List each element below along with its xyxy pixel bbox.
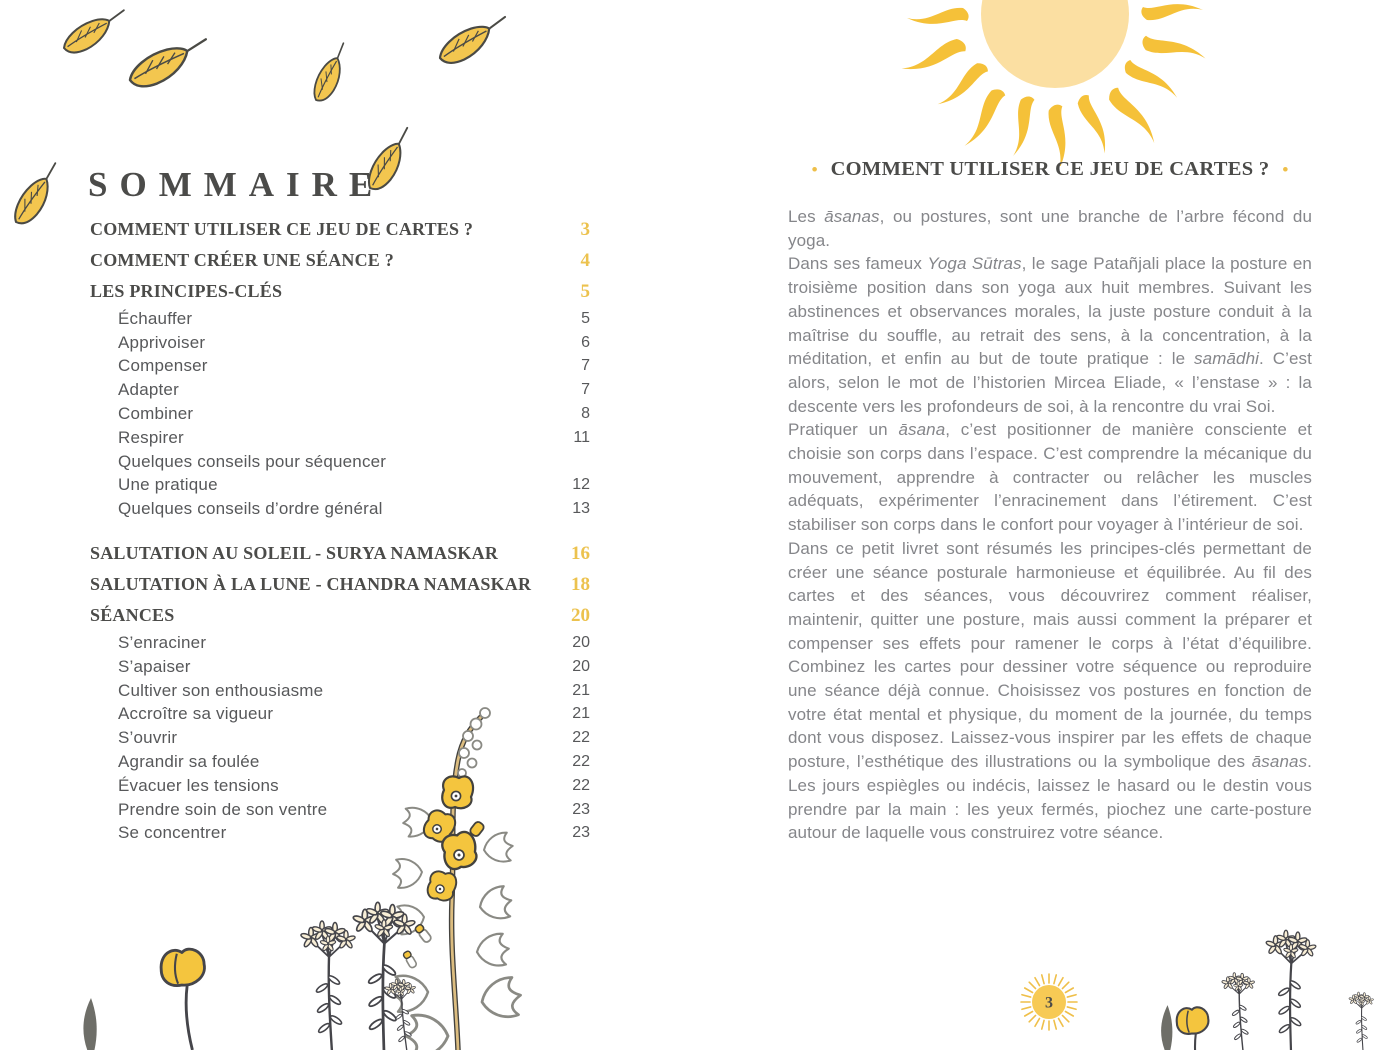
- toc-entry: [90, 569, 590, 600]
- toc-entry-page: 5: [580, 280, 590, 302]
- toc-entry-label: SALUTATION À LA LUNE - CHANDRA NAMASKAR: [90, 574, 532, 595]
- toc-entry: [90, 450, 590, 474]
- section-heading-text: COMMENT UTILISER CE JEU DE CARTES ?: [830, 158, 1270, 180]
- toc-entry: [90, 631, 590, 655]
- toc-entry-label: COMMENT CRÉER UNE SÉANCE ?: [90, 250, 394, 270]
- toc-entry: [90, 538, 590, 569]
- toc-entry-label: Apprivoiser: [118, 332, 206, 352]
- bullet-dot-icon: •: [1282, 160, 1289, 179]
- body-paragraph: Les āsanas, ou postures, sont une branche de l’arbre fécond du yoga.: [788, 207, 1312, 250]
- toc-entry: [90, 378, 590, 402]
- toc-entry-label: Évacuer les tensions: [118, 775, 279, 795]
- toc-entry-page: 5: [581, 309, 590, 327]
- toc-entry-page: 22: [572, 753, 590, 771]
- sun-icon: [875, 0, 1235, 166]
- toc-entry-label: Échauffer: [118, 308, 193, 328]
- toc-entry-label: S’enraciner: [118, 633, 207, 653]
- toc-entry-page: 12: [572, 476, 590, 494]
- toc-entry-label: Se concentrer: [118, 823, 227, 843]
- star-flower-illustration: [1221, 930, 1373, 1050]
- falling-leaf-icon: [61, 10, 128, 53]
- toc-entry: [90, 402, 590, 426]
- toc-entry-label: SALUTATION AU SOLEIL - SURYA NAMASKAR: [90, 543, 499, 564]
- toc-entry-page: 4: [580, 249, 590, 271]
- toc-entry-page: 3: [580, 218, 590, 240]
- toc-entry-page: 20: [572, 657, 590, 675]
- dark-leaf-illustration: [1161, 1005, 1172, 1050]
- right-page: [700, 0, 1400, 1050]
- poppy-illustration: [161, 949, 204, 1050]
- toc-entry: [90, 276, 590, 307]
- toc-entry-page: 23: [572, 800, 590, 818]
- toc-entry-label: Compenser: [118, 356, 208, 376]
- poppy-illustration: [1177, 1007, 1209, 1050]
- toc-entry: [90, 474, 590, 498]
- page-title: SOMMAIRE: [88, 165, 385, 205]
- toc-entry-page: 7: [581, 357, 590, 375]
- section-heading: [700, 158, 1400, 181]
- body-text: [788, 205, 1312, 845]
- meadow-flowers-illustration: [1140, 920, 1400, 1050]
- body-paragraph: Dans ses fameux Yoga Sūtras, le sage Patañjali place la posture en troisième position dans son yoga aux huit membres. Suivant les abstinences et observances morales, la juste posture conduit à la maîtrise du souffle, au retrait des sens, à la concentration, à la méditation, et enfin au but de toute pratique : le samādhi. C’est alors, selon le mot de l’historien Mircea Eliade, « l’enstase » : la descente vers les profondeurs de soi, à la rencontre du vrai Soi.: [788, 254, 1312, 416]
- toc-entry-page: 20: [571, 604, 590, 626]
- toc-entry: [90, 679, 590, 703]
- toc-entry-page: 22: [572, 729, 590, 747]
- meadow-flowers-illustration: [60, 700, 620, 1050]
- toc-entry-label: Prendre soin de son ventre: [118, 799, 328, 819]
- sun-page-badge-icon: [1013, 966, 1085, 1038]
- toc-entry: [90, 355, 590, 379]
- toc-entry-page: 20: [572, 634, 590, 652]
- toc-entry-page: 6: [581, 333, 590, 351]
- toc-entry: [90, 214, 590, 245]
- page-number: 3: [1045, 994, 1053, 1012]
- toc-entry-label: S’ouvrir: [118, 728, 178, 748]
- toc-entry-page: 21: [572, 681, 590, 699]
- toc-entry-label: Quelques conseils pour séquencer: [118, 451, 387, 471]
- toc-entry-page: 23: [572, 824, 590, 842]
- falling-leaf-icon: [436, 17, 509, 64]
- toc-entry-page: 11: [573, 428, 590, 446]
- toc-entry-label: Accroître sa vigueur: [118, 704, 274, 724]
- toc-entry-label: S’apaiser: [118, 656, 191, 676]
- toc-entry: [90, 426, 590, 450]
- body-paragraph: Dans ce petit livret sont résumés les principes-clés permettant de créer une séance posturale harmonieuse et équilibrée. Au fil des cartes et des séances, vous découvrirez comment réaliser, maintenir, quitter une posture, mais aussi comment la préparer et compenser ses effets pour ramener le corps à l’état d’équilibre. Combinez les cartes pour dessiner votre séquence ou reproduire une séance déjà connue. Choisissez vos postures en fonction de votre état mental et physique, du moment de la journée, du temps dont vous disposez. Laissez-vous inspirer par les effets de chaque posture, l’esthétique des illustrations ou la symbolique des āsanas. Les jours espiègles ou indécis, laissez le hasard ou le destin vous prendre par la main : les yeux fermés, piochez une carte-posture autour de laquelle vous construirez votre séance.: [788, 538, 1312, 843]
- body-paragraph: Pratiquer un āsana, c’est positionner de manière consciente et choisie son corps dans l’espace. C’est comprendre la mécanique du mouvement, apprendre à contracter ou relâcher les muscles adéquats, expérimenter l’enracinement dans l’étirement. C’est stabiliser son corps dans le confort pour voyager à l’intérieur de soi.: [788, 420, 1313, 535]
- toc-entry-page: 8: [581, 405, 590, 423]
- toc-entry-page: 7: [581, 381, 590, 399]
- falling-leaf-icon: [299, 43, 364, 104]
- toc-entry-label: Quelques conseils d’ordre général: [118, 499, 383, 519]
- falling-leaf-icon: [0, 163, 73, 227]
- falling-leaf-icon: [129, 39, 208, 87]
- toc-entry-page: 21: [572, 705, 590, 723]
- toc-entry-page: 18: [571, 573, 590, 595]
- toc-entry: [90, 497, 590, 521]
- toc-entry-page: 16: [571, 542, 590, 564]
- toc-entry-label: SÉANCES: [90, 605, 175, 626]
- toc-entry-label: Une pratique: [118, 475, 218, 495]
- toc-entry: [90, 245, 590, 276]
- toc-entry-label: Combiner: [118, 404, 194, 424]
- bullet-dot-icon: •: [811, 160, 818, 179]
- toc-entry-label: Agrandir sa foulée: [118, 752, 260, 772]
- toc-entry-page: 13: [572, 500, 590, 518]
- toc-entry: [90, 600, 590, 631]
- toc-entry-label: Adapter: [118, 380, 179, 400]
- toc-entry: [90, 655, 590, 679]
- toc-entry-label: LES PRINCIPES-CLÉS: [90, 281, 283, 301]
- dark-leaf-illustration: [83, 998, 96, 1050]
- toc-entry-label: COMMENT UTILISER CE JEU DE CARTES ?: [90, 219, 474, 239]
- toc-entry-page: 22: [572, 776, 590, 794]
- hollyhock-illustration: [391, 708, 524, 1050]
- toc-entry-label: Cultiver son enthousiasme: [118, 680, 324, 700]
- toc-entry: [90, 331, 590, 355]
- toc-entry-label: Respirer: [118, 427, 184, 447]
- toc-entry: [90, 307, 590, 331]
- falling-leaves-decoration: [0, 0, 540, 250]
